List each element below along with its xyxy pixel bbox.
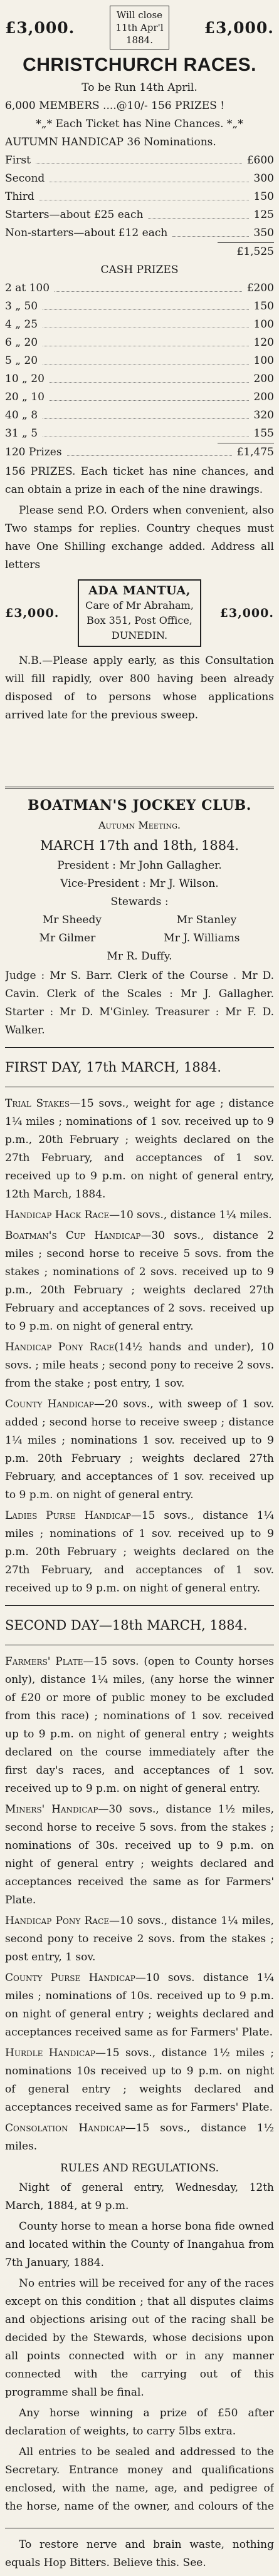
second-day-heading: SECOND DAY—18th MARCH, 1884. [5,1618,248,1633]
stewards-label: Stewards : [110,896,169,908]
rule-item: No entries will be received for any of the races except on this condition ; that all disputes claims and objections arising out of the racing shall be decided by the Stewards, whose decisions upon all points connected with or in any manner connected with the carrying out of this programme shall be final. [5,2277,274,2399]
closing-date-box [110,6,169,49]
jockey-club-notice [5,779,274,2513]
meeting-name: Autumn Meeting. [98,819,181,831]
cash-prize-row: 3 „ 50 150 [5,297,274,316]
tickets-line: *„* Each Ticket has Nine Chances. *„* [36,118,243,130]
run-date: To be Run 14th April. [82,81,197,94]
prize-row: Non-starters—about £12 each 350 [5,224,274,242]
stewards-row: Mr Gilmer Mr J. Williams [39,932,240,944]
rule-item: Any horse winning a prize of £50 after declaration of weights, to carry 5lbs extra. [5,2407,274,2438]
cash-prize-row: 6 „ 20 120 [5,334,274,352]
cash-prize-row: 5 „ 20 100 [5,352,274,370]
race-entry: County Handicap—20 sovs., with sweep of 1 sov. added ; second horse to receive sweep ; distance 1¼ miles ; nominations 1 sov. received up to 9 p.m. 20th February ; weights declared 27th February, and acceptances of 1 sov. received up to 9 p.m. on night of general entry. [5,1398,274,1501]
cash-total-label: 120 Prizes [5,446,62,458]
closing-line-1: Will close [116,9,163,21]
rule-item: County horse to mean a horse bona fide owned and located within the County of Inangahua from 7th January, 1884. [5,2220,274,2269]
meeting-dates: MARCH 17th and 18th, 1884. [39,838,240,853]
president: President : Mr John Gallagher. [57,859,222,872]
race-entry: Handicap Hack Race—10 sovs., distance 1¼ miles. [5,1209,272,1221]
sweep-header [5,4,274,51]
prize-row: Second 300 [5,170,274,188]
members-line: 6,000 MEMBERS ....@10/- 156 PRIZES ! [5,100,225,112]
address-line-2: Care of Mr Abraham, [85,599,194,611]
race-entry: Boatman's Cup Handicap—30 sovs., distance 2 miles ; second horse to receive 5 sovs. from the stakes ; nominations of 2 sovs. received up to 9 p.m., 20th February ; weights declared 27th February and acceptances of 2 sovs. received up to 9 p.m. on night of general entry. [5,1229,274,1333]
cash-prize-row: 4 „ 25 100 [5,316,274,334]
address-amount-right: £3,000. [219,606,274,620]
judge-and-clerks: Judge : Mr S. Barr. Clerk of the Course . Mr D. Cavin. Clerk of the Scales : Mr J. Gallagher. Starter : Mr D. M'Ginley. Treasurer : Mr F. D. Walker. [5,970,274,1037]
address-name: ADA MANTUA, [88,584,191,597]
rules-heading: RULES AND REGULATIONS. [60,2162,219,2175]
address-block [5,579,274,647]
prize-total-row [5,243,274,261]
rule-item: All entries to be sealed and addressed to the Secretary. Entrance money and qualifications enclosed, with the name, age, and pedigree of the horse, name of the owner, and colours of the [5,2446,274,2513]
sweep-amount-right: £3,000. [204,18,274,37]
cash-prize-row: 20 „ 10 200 [5,388,274,406]
address-amount-left: £3,000. [5,606,60,620]
divider [5,1047,274,1048]
cash-prize-row: 31 „ 5 155 [5,425,274,443]
race-entry: Miners' Handicap—30 sovs., distance 1½ miles, second horse to receive 5 sovs. from the stakes ; nominations of 30s. received up to 9 p.m. on night of general entry ; weights declared and acceptances received the same as for Farmers' Plate. [5,1803,274,1906]
sweep-amount-left: £3,000. [5,18,75,37]
hop-bitters-ad: To restore nerve and brain waste, nothing equals Hop Bitters. Believe this. See. [5,2538,274,2569]
prizes-note: 156 PRIZES. Each ticket has nine chances, and can obtain a prize in each of the nine drawings. [5,465,274,496]
rule-item: Night of general entry, Wednesday, 12th March, 1884, at 9 p.m. [5,2181,274,2212]
prize-row: Starters—about £25 each 125 [5,206,274,224]
prize-list [5,152,274,261]
race-entry: Handicap Pony Race—10 sovs., distance 1¼ miles, second pony to receive 2 sovs. from the stakes ; post entry, 1 sov. [5,1915,274,1963]
cash-total: £1,475 [236,446,274,458]
bottom-advertisement [5,2528,274,2570]
divider [5,1605,274,1606]
stewards-row: Mr R. Duffy. [107,950,172,963]
sweep-title: CHRISTCHURCH RACES. [23,54,256,75]
prize-row: First £600 [5,152,274,170]
cash-prize-row: 10 „ 20 200 [5,370,274,388]
nb-note: N.B.—Please apply early, as this Consultation will fill rapidly, over 800 having been already disposed of to persons whose applications arrived late for the previous sweep. [5,654,274,722]
club-title: BOATMAN'S JOCKEY CLUB. [28,797,251,814]
sweep-advertisement [5,4,274,772]
handicap-line: AUTUMN HANDICAP 36 Nominations. [5,136,216,148]
closing-line-3: 1884. [126,34,153,46]
first-day-heading: FIRST DAY, 17th MARCH, 1884. [5,1060,222,1075]
race-entry: Farmers' Plate—15 sovs. (open to County horses only), distance 1¼ miles, (any horse the winner of £20 or more of public money to be excluded from this race) ; nominations of 1 sov. received up to 9 p.m. on night of general entry ; weights declared on the course immediately after the first day's races, and acceptances of 1 sov. received up to 9 p.m. on night of general entry. [5,1655,274,1795]
cash-prize-row: 2 at 100 £200 [5,279,274,297]
cash-total-row [5,443,274,462]
stewards-row: Mr Sheedy Mr Stanley [42,914,237,926]
cash-prize-row: 40 „ 8 320 [5,406,274,425]
race-entry: Consolation Handicap—15 sovs., distance 1½ miles. [5,2122,274,2153]
address-line-3: Box 351, Post Office, [87,614,192,626]
race-entry: Trial Stakes—15 sovs., weight for age ; distance 1¼ miles ; nominations of 1 sov. received up to 9 p.m., 20th February ; weights declared on the 27th February, and acceptances of 1 sov. received up to 9 p.m. on night of general entry, 12th March, 1884. [5,1097,274,1201]
section-divider [5,787,274,789]
race-entry: Hurdle Handicap—15 sovs., distance 1½ miles ; nominations 10s received up to 9 p.m. on night of general entry ; weights declared and acceptances received same as for Farmers' Plate. [5,2047,274,2114]
cash-prizes-heading: CASH PRIZES [100,264,179,276]
race-entry: Ladies Purse Handicap—15 sovs., distance 1¼ miles ; nominations of 1 sov. received up to 9 p.m. 20th February ; weights declared on the 27th February, and acceptances of 1 sov. received up to 9 p.m. on night of general entry. [5,1509,274,1595]
remittance-note: Please send P.O. Orders when convenient, also Two stamps for replies. Country cheques must have One Shilling exchange added. Address all letters [5,504,274,571]
race-entry: Handicap Pony Race(14½ hands and under), 10 sovs. ; mile heats ; second pony to receive 2 sovs. from the stake ; post entry, 1 sov. [5,1341,274,1390]
address-line-4: DUNEDIN. [111,629,168,641]
officials-block [5,857,274,1040]
race-entry: County Purse Handicap—10 sovs. distance 1¼ miles ; nominations of 10s. received up to 9 p.m. on night of general entry ; weights declared and acceptances received same as for Farmers' Plate. [5,1972,274,2039]
closing-line-2: 11th Apr'l [115,22,164,33]
prizes-total: £1,525 [236,246,274,258]
prize-row: Third 150 [5,188,274,206]
vice-president: Vice-President : Mr J. Wilson. [60,877,219,890]
cash-prize-list [5,279,274,462]
address-box [78,579,201,647]
